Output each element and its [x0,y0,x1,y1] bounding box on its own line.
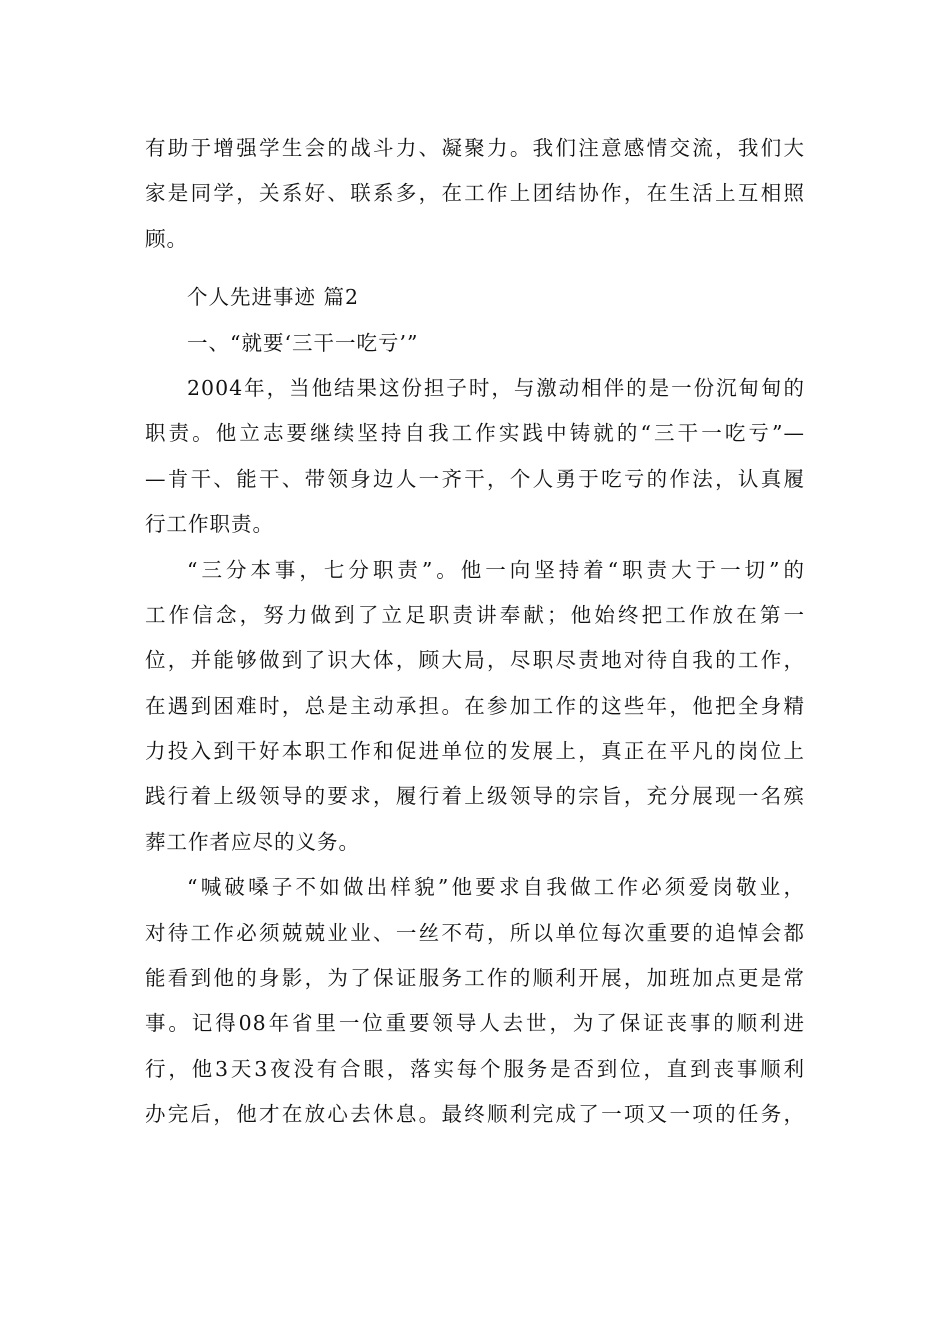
text-line: 事。记得08年省里一位重要领导人去世，为了保证丧事的顺利进 [145,1011,805,1036]
text-line: 位，并能够做到了识大体，顾大局，尽职尽责地对待自我的工作， [145,648,805,673]
text-line: 家是同学，关系好、联系多，在工作上团结协作，在生活上互相照 [145,181,805,206]
text-line: 2004年，当他结果这份担子时，与激动相伴的是一份沉甸甸的 [187,375,805,400]
text-line: 对待工作必须兢兢业业、一丝不苟，所以单位每次重要的追悼会都 [145,920,805,945]
text-line: 能看到他的身影，为了保证服务工作的顺利开展，加班加点更是常 [145,966,805,991]
text-line: 行工作职责。 [145,512,274,537]
text-line: 在遇到困难时，总是主动承担。在参加工作的这些年，他把全身精 [145,693,805,718]
text-line: —肯干、能干、带领身边人一齐干，个人勇于吃亏的作法，认真履 [145,466,805,491]
text-line: 有助于增强学生会的战斗力、凝聚力。我们注意感情交流，我们大 [145,136,805,160]
text-line: 工作信念，努力做到了立足职责讲奉献；他始终把工作放在第一 [145,602,805,627]
text-line: 职责。他立志要继续坚持自我工作实践中铸就的“三干一吃亏”— [145,421,805,446]
text-line: 行，他3天3夜没有合眼，落实每个服务是否到位，直到丧事顺利 [145,1056,805,1081]
text-line: 力投入到干好本职工作和促进单位的发展上，真正在平凡的岗位上 [145,739,805,764]
text-line: “三分本事，七分职责”。他一向坚持着“职责大于一切”的 [187,557,805,582]
section-heading: 个人先进事迹 篇2 [187,285,360,310]
text-line: 践行着上级领导的要求，履行着上级领导的宗旨，充分展现一名殡 [145,784,805,809]
subsection-heading: 一、“就要‘三干一吃亏’” [187,330,419,355]
text-line: 办完后，他才在放心去休息。最终顺利完成了一项又一项的任务， [145,1102,805,1127]
text-line: “喊破嗓子不如做出样貌”他要求自我做工作必须爱岗敬业， [187,875,805,900]
document-body [145,126,805,1138]
text-line: 顾。 [145,226,188,251]
text-line: 葬工作者应尽的义务。 [145,829,360,854]
